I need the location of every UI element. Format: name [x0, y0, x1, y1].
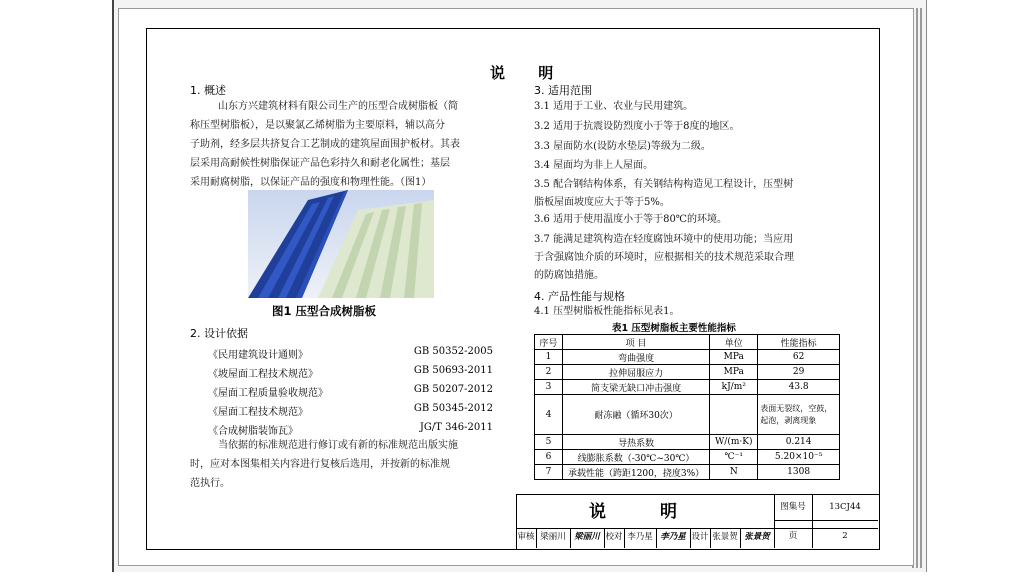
- review-label: 审核: [517, 532, 535, 542]
- section-heading-basis: 2. 设计依据: [190, 327, 248, 340]
- reference-code: GB 50693-2011: [413, 365, 493, 376]
- table-cell: 1308: [758, 465, 840, 480]
- checker-name: 李乃星: [627, 532, 653, 542]
- reviewer-name: 梁丽川: [540, 532, 566, 542]
- reference-name: 《屋面工程技术规范》: [208, 407, 308, 418]
- atlas-number: 13CJ44: [829, 502, 861, 512]
- table-cell: 简支梁无缺口冲击强度: [562, 380, 709, 395]
- section-heading-scope: 3. 适用范围: [534, 84, 592, 97]
- table-row: [535, 350, 840, 365]
- basis-note-line: 范执行。: [190, 478, 230, 489]
- table-cell: MPa: [710, 365, 758, 380]
- title-block-divider: [656, 528, 657, 548]
- title-block-divider: [690, 528, 691, 548]
- overview-line: 山东方兴建筑材料有限公司生产的压型合成树脂板（简: [218, 101, 458, 112]
- table-cell: 6: [535, 450, 563, 465]
- page-stack-edge: [916, 8, 918, 568]
- reference-code: GB 50345-2012: [413, 403, 493, 414]
- table-cell: MPa: [710, 350, 758, 365]
- table-cell: 0.214: [758, 435, 840, 450]
- title-block-divider: [570, 528, 571, 548]
- table-row: [535, 365, 840, 380]
- table-cell: 3: [535, 380, 563, 395]
- table-cell: kJ/m²: [710, 380, 758, 395]
- table-cell: 29: [758, 365, 840, 380]
- table-cell: 5: [535, 435, 563, 450]
- table-header-cell: 项 目: [562, 335, 709, 350]
- scope-line: 脂板屋面坡度应大于等于5%。: [534, 197, 670, 208]
- design-label: 设计: [691, 532, 709, 542]
- table-cell: 表面无裂纹，空鼓，起泡，剥离现象: [758, 395, 840, 435]
- overview-line: 采用耐腐树脂，以保证产品的强度和物理性能。（图1）: [190, 177, 432, 188]
- table-cell: 5.20×10⁻⁵: [758, 450, 840, 465]
- reference-code: GB 50207-2012: [413, 384, 493, 395]
- table-cell: 43.8: [758, 380, 840, 395]
- designer-name: 张景贺: [712, 532, 738, 542]
- table-cell: 线膨胀系数（-30℃~30℃）: [562, 450, 709, 465]
- scope-line: 3.4 屋面均为非上人屋面。: [534, 160, 654, 171]
- table-cell: 62: [758, 350, 840, 365]
- reference-row: [208, 346, 493, 361]
- table-row: [535, 395, 840, 435]
- table-header-cell: 单位: [710, 335, 758, 350]
- section-heading-overview: 1. 概述: [190, 84, 226, 97]
- atlas-number-label: 图集号: [780, 502, 806, 512]
- table-cell: N: [710, 465, 758, 480]
- reference-name: 《屋面工程质量验收规范》: [208, 388, 328, 399]
- reference-code: GB 50352-2005: [413, 346, 493, 357]
- scope-line: 3.1 适用于工业、农业与民用建筑。: [534, 101, 694, 112]
- page-label: 页: [788, 531, 798, 541]
- table-header-cell: 性能指标: [758, 335, 840, 350]
- scope-line: 3.6 适用于使用温度小于等于80℃的环境。: [534, 214, 727, 225]
- table-caption: 表1 压型树脂板主要性能指标: [612, 323, 736, 334]
- overview-line: 称压型树脂板），是以聚氯乙烯树脂为主要原料，辅以高分: [190, 120, 445, 131]
- scope-line: 3.3 屋面防水(设防水垫层)等级为二级。: [534, 141, 711, 152]
- check-label: 校对: [605, 532, 623, 542]
- table-cell: 耐冻融（循环30次）: [562, 395, 709, 435]
- title-block-divider: [710, 528, 711, 548]
- basis-note-line: 时，应对本图集相关内容进行复核后选用，并按新的标准规: [190, 459, 450, 470]
- reference-row: [208, 365, 493, 380]
- title-block-divider: [536, 528, 537, 548]
- table-cell: 1: [535, 350, 563, 365]
- table-cell: 弯曲强度: [562, 350, 709, 365]
- table-cell: 4: [535, 395, 563, 435]
- table-cell: ℃⁻¹: [710, 450, 758, 465]
- scope-line: 于含强腐蚀介质的环境时，应根据相关的技术规范采取合理: [534, 252, 794, 263]
- title-block-divider: [624, 528, 625, 548]
- reference-row: [208, 422, 493, 437]
- title-block-divider: [604, 528, 605, 548]
- reference-name: 《合成树脂装饰瓦》: [208, 426, 298, 437]
- reference-row: [208, 384, 493, 399]
- scope-line: 3.7 能满足建筑构造在轻度腐蚀环境中的使用功能；当应用: [534, 234, 794, 245]
- table-cell: 拉伸屈服应力: [562, 365, 709, 380]
- page-number: 2: [842, 531, 848, 541]
- scope-line: 3.2 适用于抗震设防烈度小于等于8度的地区。: [534, 121, 740, 132]
- reference-name: 《民用建筑设计通则》: [208, 350, 308, 361]
- title-block-divider: [774, 520, 878, 521]
- resin-panel-photo: [248, 190, 434, 298]
- table-row: [535, 450, 840, 465]
- performance-table: [534, 334, 840, 480]
- table-header-row: [535, 335, 840, 350]
- table-header-cell: 序号: [535, 335, 563, 350]
- table-cell: 2: [535, 365, 563, 380]
- table-cell: W/(m·K): [710, 435, 758, 450]
- table-row: [535, 435, 840, 450]
- title-block-divider: [740, 528, 741, 548]
- figure-caption: 图1 压型合成树脂板: [272, 304, 377, 318]
- performance-line: 4.1 压型树脂板性能指标见表1。: [534, 306, 680, 317]
- page-title: 说 明: [490, 64, 568, 82]
- reviewer-signature: 梁丽川: [574, 532, 600, 542]
- reference-code: JG/T 346-2011: [419, 422, 493, 433]
- checker-signature: 李乃星: [660, 532, 686, 542]
- table-row: [535, 465, 840, 480]
- section-heading-performance: 4. 产品性能与规格: [534, 290, 625, 303]
- basis-note-line: 当依据的标准规范进行修订或有新的标准规范出版实施: [218, 440, 458, 451]
- reference-name: 《坡屋面工程技术规范》: [208, 369, 318, 380]
- table-cell: 7: [535, 465, 563, 480]
- designer-signature: 张景贺: [744, 532, 770, 542]
- page-stack-edge: [920, 8, 922, 568]
- title-block-name: 说 明: [589, 502, 701, 522]
- overview-line: 层采用高耐候性树脂保证产品色彩持久和耐老化属性；基层: [190, 158, 450, 169]
- table-cell: 承载性能（跨距1200，挠度3%）: [562, 465, 709, 480]
- table-cell: 导热系数: [562, 435, 709, 450]
- table-row: [535, 380, 840, 395]
- table-cell: [710, 395, 758, 435]
- scope-line: 3.5 配合钢结构体系，有关钢结构构造见工程设计，压型树: [534, 179, 794, 190]
- reference-row: [208, 403, 493, 418]
- overview-line: 子助剂，经多层共挤复合工艺制成的建筑屋面围护板材。其表: [190, 139, 460, 150]
- scope-line: 的防腐蚀措施。: [534, 270, 604, 281]
